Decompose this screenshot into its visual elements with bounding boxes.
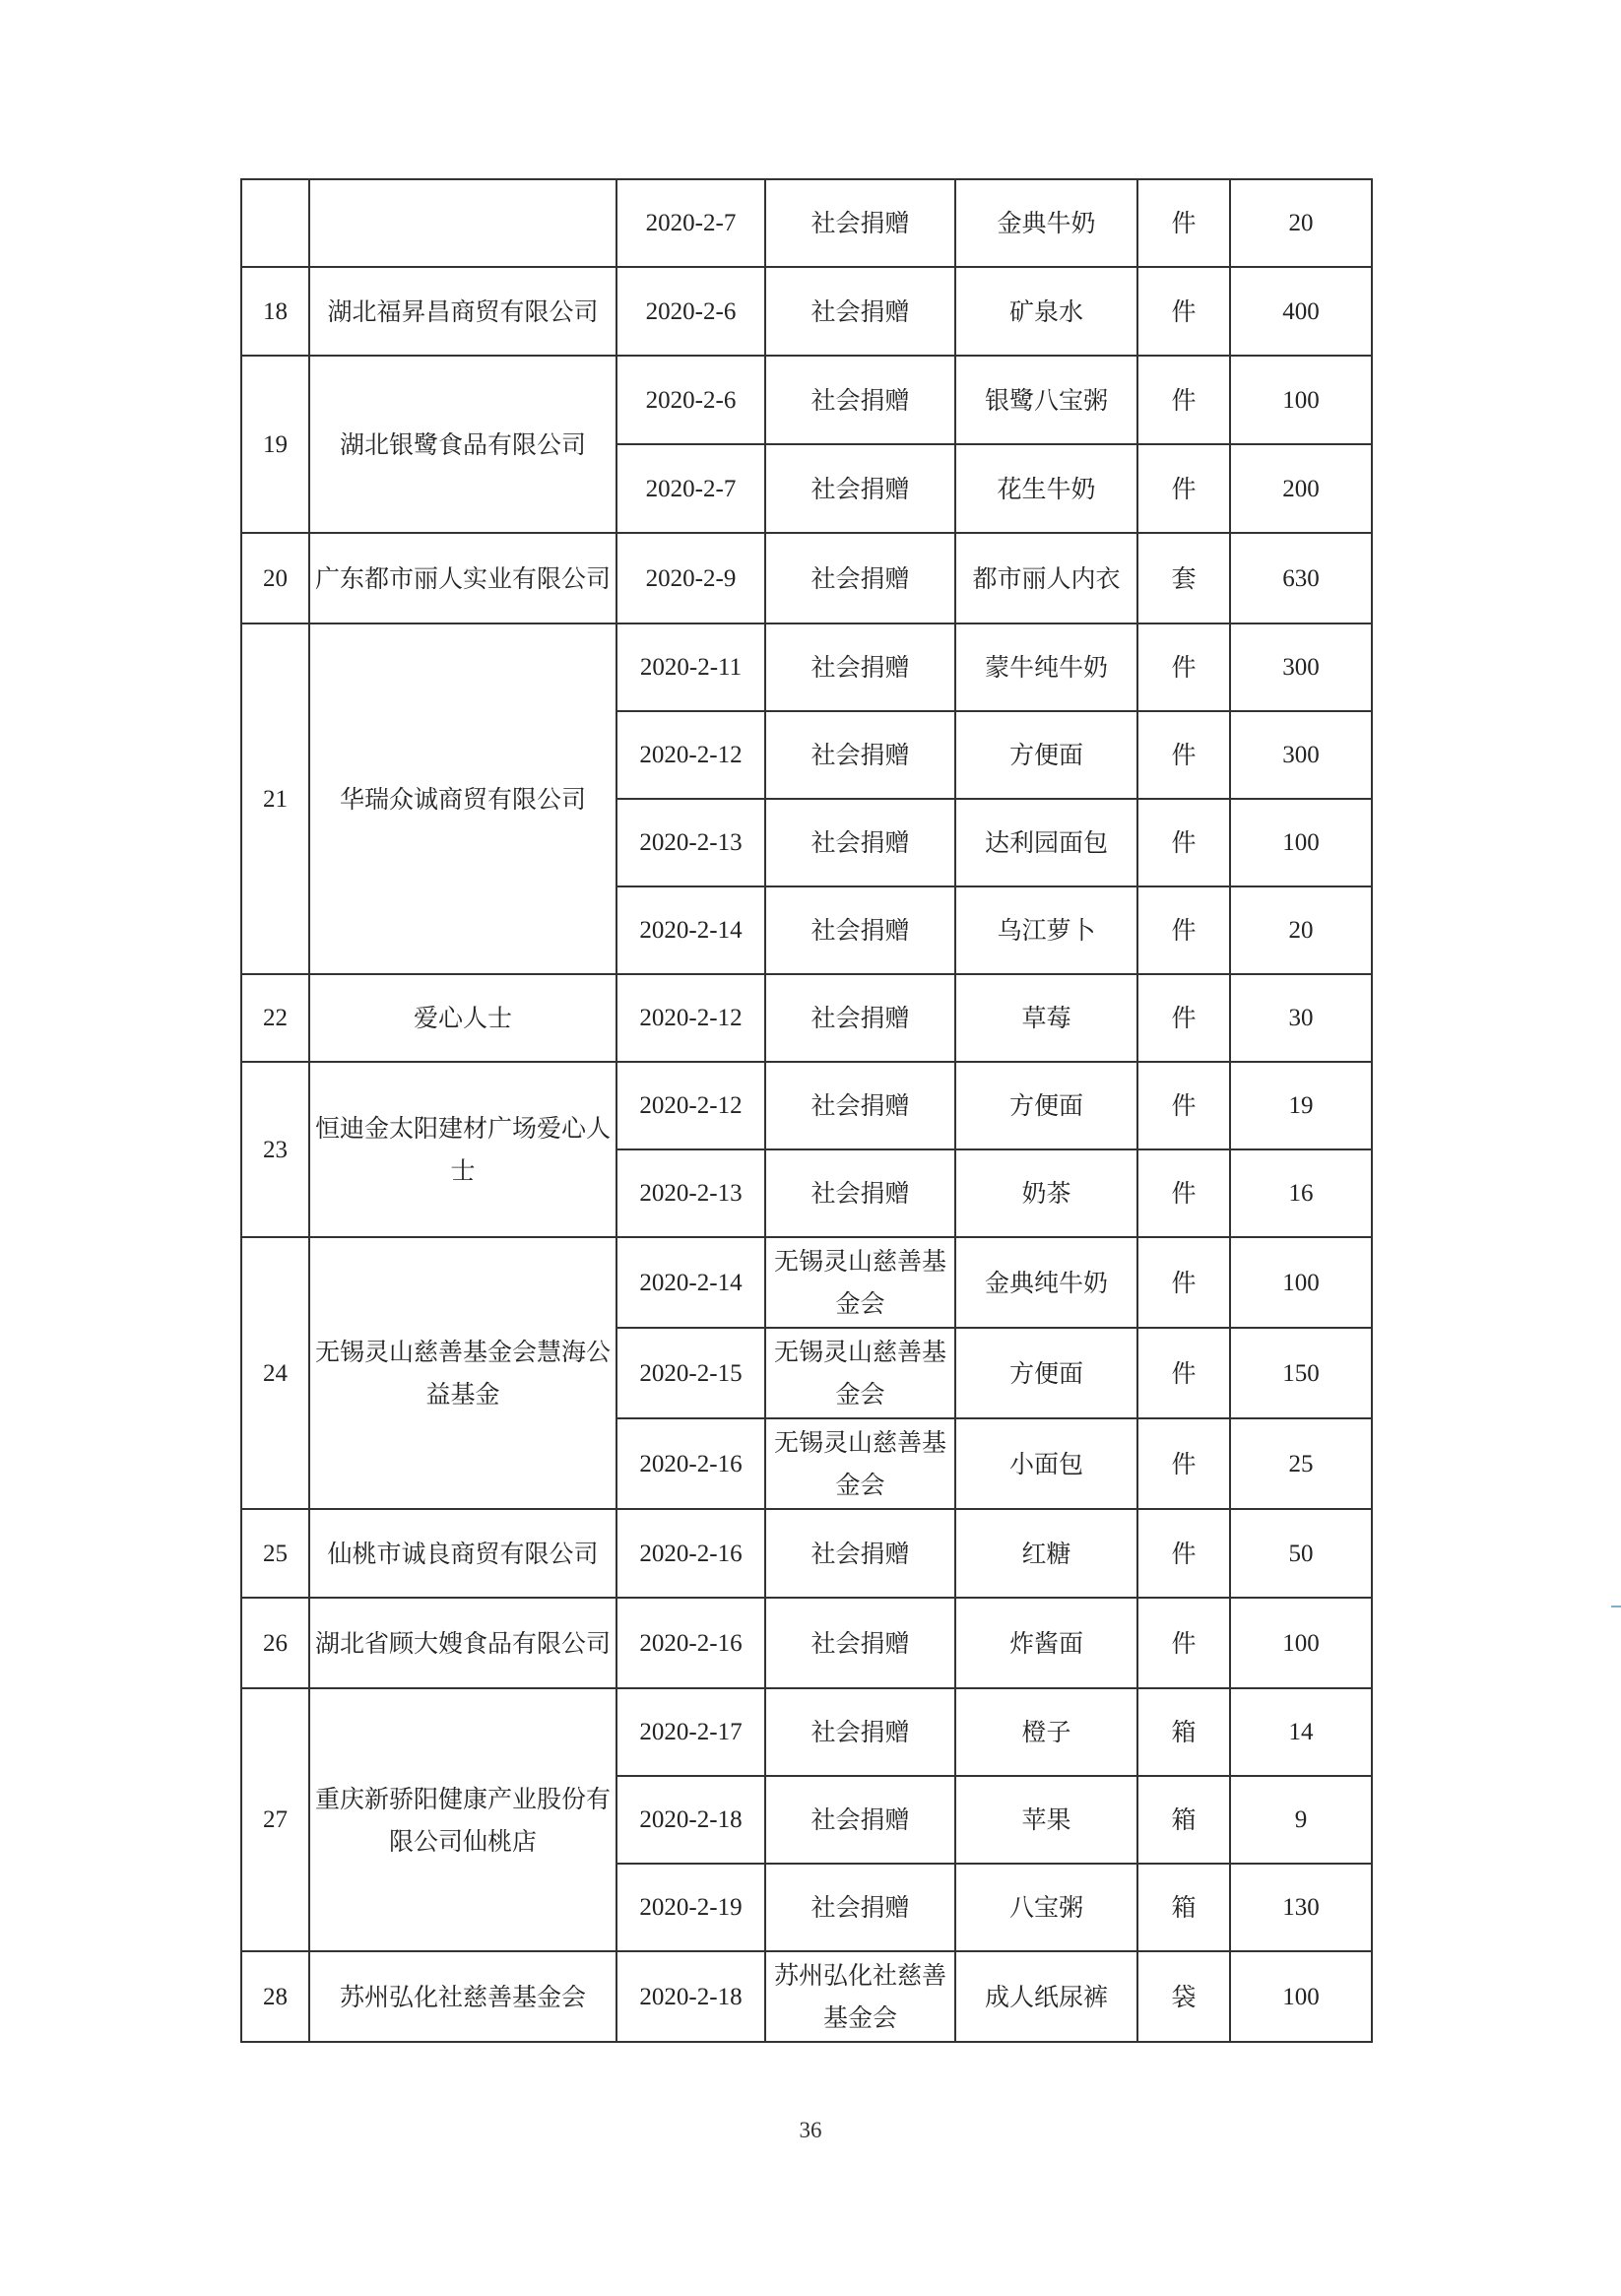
date-cell: 2020-2-19: [616, 1864, 765, 1951]
item-cell: 矿泉水: [955, 267, 1137, 356]
source-cell: 苏州弘化社慈善基金会: [765, 1951, 955, 2042]
date-cell: 2020-2-12: [616, 711, 765, 799]
donor-cell: 湖北福昇昌商贸有限公司: [309, 267, 616, 356]
scan-edge-mark: [1611, 1606, 1621, 1607]
donor-cell: [309, 179, 616, 267]
item-cell: 乌江萝卜: [955, 886, 1137, 974]
table-row: [241, 1688, 1372, 1776]
quantity-cell: 100: [1230, 356, 1372, 444]
date-cell: 2020-2-17: [616, 1688, 765, 1776]
row-id-cell: 22: [241, 974, 309, 1062]
quantity-cell: 100: [1230, 799, 1372, 886]
date-cell: 2020-2-18: [616, 1776, 765, 1864]
date-cell: 2020-2-7: [616, 444, 765, 533]
unit-cell: 件: [1137, 1237, 1230, 1328]
donor-cell: 无锡灵山慈善基金会慧海公益基金: [309, 1237, 616, 1509]
source-cell: 社会捐赠: [765, 1864, 955, 1951]
donor-cell: 重庆新骄阳健康产业股份有限公司仙桃店: [309, 1688, 616, 1951]
item-cell: 草莓: [955, 974, 1137, 1062]
item-cell: 小面包: [955, 1418, 1137, 1509]
row-id-cell: 28: [241, 1951, 309, 2042]
unit-cell: 箱: [1137, 1864, 1230, 1951]
quantity-cell: 30: [1230, 974, 1372, 1062]
row-id-cell: 26: [241, 1598, 309, 1688]
donor-cell: 广东都市丽人实业有限公司: [309, 533, 616, 623]
unit-cell: 件: [1137, 886, 1230, 974]
quantity-cell: 130: [1230, 1864, 1372, 1951]
quantity-cell: 14: [1230, 1688, 1372, 1776]
page-number: 36: [799, 2118, 822, 2142]
source-cell: 社会捐赠: [765, 974, 955, 1062]
source-cell: 社会捐赠: [765, 179, 955, 267]
source-cell: 无锡灵山慈善基金会: [765, 1418, 955, 1509]
item-cell: 红糖: [955, 1509, 1137, 1598]
date-cell: 2020-2-18: [616, 1951, 765, 2042]
table-row: [241, 623, 1372, 711]
item-cell: 蒙牛纯牛奶: [955, 623, 1137, 711]
quantity-cell: 16: [1230, 1149, 1372, 1237]
date-cell: 2020-2-14: [616, 1237, 765, 1328]
source-cell: 社会捐赠: [765, 1062, 955, 1149]
table-row: [241, 1509, 1372, 1598]
source-cell: 社会捐赠: [765, 1776, 955, 1864]
date-cell: 2020-2-15: [616, 1328, 765, 1418]
unit-cell: 件: [1137, 1062, 1230, 1149]
unit-cell: 箱: [1137, 1776, 1230, 1864]
quantity-cell: 100: [1230, 1237, 1372, 1328]
quantity-cell: 100: [1230, 1951, 1372, 2042]
date-cell: 2020-2-11: [616, 623, 765, 711]
quantity-cell: 9: [1230, 1776, 1372, 1864]
table-row: [241, 1951, 1372, 2042]
item-cell: 方便面: [955, 1062, 1137, 1149]
item-cell: 成人纸尿裤: [955, 1951, 1137, 2042]
donor-cell: 湖北银鹭食品有限公司: [309, 356, 616, 533]
quantity-cell: 19: [1230, 1062, 1372, 1149]
quantity-cell: 400: [1230, 267, 1372, 356]
item-cell: 苹果: [955, 1776, 1137, 1864]
source-cell: 社会捐赠: [765, 267, 955, 356]
unit-cell: 袋: [1137, 1951, 1230, 2042]
item-cell: 橙子: [955, 1688, 1137, 1776]
date-cell: 2020-2-12: [616, 974, 765, 1062]
source-cell: 无锡灵山慈善基金会: [765, 1237, 955, 1328]
date-cell: 2020-2-16: [616, 1509, 765, 1598]
quantity-cell: 300: [1230, 711, 1372, 799]
quantity-cell: 200: [1230, 444, 1372, 533]
date-cell: 2020-2-6: [616, 356, 765, 444]
date-cell: 2020-2-6: [616, 267, 765, 356]
table-row: [241, 267, 1372, 356]
source-cell: 社会捐赠: [765, 356, 955, 444]
item-cell: 方便面: [955, 1328, 1137, 1418]
source-cell: 社会捐赠: [765, 711, 955, 799]
source-cell: 无锡灵山慈善基金会: [765, 1328, 955, 1418]
date-cell: 2020-2-16: [616, 1418, 765, 1509]
date-cell: 2020-2-13: [616, 1149, 765, 1237]
date-cell: 2020-2-13: [616, 799, 765, 886]
quantity-cell: 100: [1230, 1598, 1372, 1688]
row-id-cell: 25: [241, 1509, 309, 1598]
donor-cell: 仙桃市诚良商贸有限公司: [309, 1509, 616, 1598]
donor-cell: 苏州弘化社慈善基金会: [309, 1951, 616, 2042]
quantity-cell: 20: [1230, 179, 1372, 267]
quantity-cell: 20: [1230, 886, 1372, 974]
source-cell: 社会捐赠: [765, 799, 955, 886]
source-cell: 社会捐赠: [765, 1598, 955, 1688]
item-cell: 方便面: [955, 711, 1137, 799]
row-id-cell: 23: [241, 1062, 309, 1237]
unit-cell: 件: [1137, 1418, 1230, 1509]
unit-cell: 件: [1137, 799, 1230, 886]
item-cell: 都市丽人内衣: [955, 533, 1137, 623]
quantity-cell: 150: [1230, 1328, 1372, 1418]
unit-cell: 件: [1137, 1509, 1230, 1598]
item-cell: 金典牛奶: [955, 179, 1137, 267]
table-row: [241, 356, 1372, 444]
table-row: [241, 1598, 1372, 1688]
donor-cell: 恒迪金太阳建材广场爱心人士: [309, 1062, 616, 1237]
unit-cell: 箱: [1137, 1688, 1230, 1776]
table-row: [241, 533, 1372, 623]
item-cell: 金典纯牛奶: [955, 1237, 1137, 1328]
row-id-cell: [241, 179, 309, 267]
item-cell: 花生牛奶: [955, 444, 1137, 533]
unit-cell: 件: [1137, 444, 1230, 533]
unit-cell: 件: [1137, 974, 1230, 1062]
donor-cell: 爱心人士: [309, 974, 616, 1062]
source-cell: 社会捐赠: [765, 623, 955, 711]
row-id-cell: 18: [241, 267, 309, 356]
item-cell: 八宝粥: [955, 1864, 1137, 1951]
source-cell: 社会捐赠: [765, 1688, 955, 1776]
unit-cell: 套: [1137, 533, 1230, 623]
row-id-cell: 19: [241, 356, 309, 533]
donor-cell: 华瑞众诚商贸有限公司: [309, 623, 616, 974]
date-cell: 2020-2-12: [616, 1062, 765, 1149]
table-row: [241, 1237, 1372, 1328]
table-row: [241, 179, 1372, 267]
date-cell: 2020-2-14: [616, 886, 765, 974]
source-cell: 社会捐赠: [765, 1509, 955, 1598]
unit-cell: 件: [1137, 711, 1230, 799]
unit-cell: 件: [1137, 356, 1230, 444]
donation-table: [240, 178, 1373, 2043]
table-row: [241, 1062, 1372, 1149]
quantity-cell: 25: [1230, 1418, 1372, 1509]
quantity-cell: 50: [1230, 1509, 1372, 1598]
row-id-cell: 20: [241, 533, 309, 623]
item-cell: 炸酱面: [955, 1598, 1137, 1688]
source-cell: 社会捐赠: [765, 444, 955, 533]
unit-cell: 件: [1137, 1149, 1230, 1237]
item-cell: 达利园面包: [955, 799, 1137, 886]
quantity-cell: 630: [1230, 533, 1372, 623]
source-cell: 社会捐赠: [765, 1149, 955, 1237]
donation-table-container: [240, 178, 1373, 2043]
item-cell: 奶茶: [955, 1149, 1137, 1237]
unit-cell: 件: [1137, 267, 1230, 356]
quantity-cell: 300: [1230, 623, 1372, 711]
source-cell: 社会捐赠: [765, 533, 955, 623]
table-row: [241, 974, 1372, 1062]
unit-cell: 件: [1137, 1598, 1230, 1688]
item-cell: 银鹭八宝粥: [955, 356, 1137, 444]
unit-cell: 件: [1137, 1328, 1230, 1418]
date-cell: 2020-2-9: [616, 533, 765, 623]
donor-cell: 湖北省顾大嫂食品有限公司: [309, 1598, 616, 1688]
unit-cell: 件: [1137, 623, 1230, 711]
row-id-cell: 21: [241, 623, 309, 974]
row-id-cell: 24: [241, 1237, 309, 1509]
unit-cell: 件: [1137, 179, 1230, 267]
source-cell: 社会捐赠: [765, 886, 955, 974]
date-cell: 2020-2-16: [616, 1598, 765, 1688]
row-id-cell: 27: [241, 1688, 309, 1951]
date-cell: 2020-2-7: [616, 179, 765, 267]
